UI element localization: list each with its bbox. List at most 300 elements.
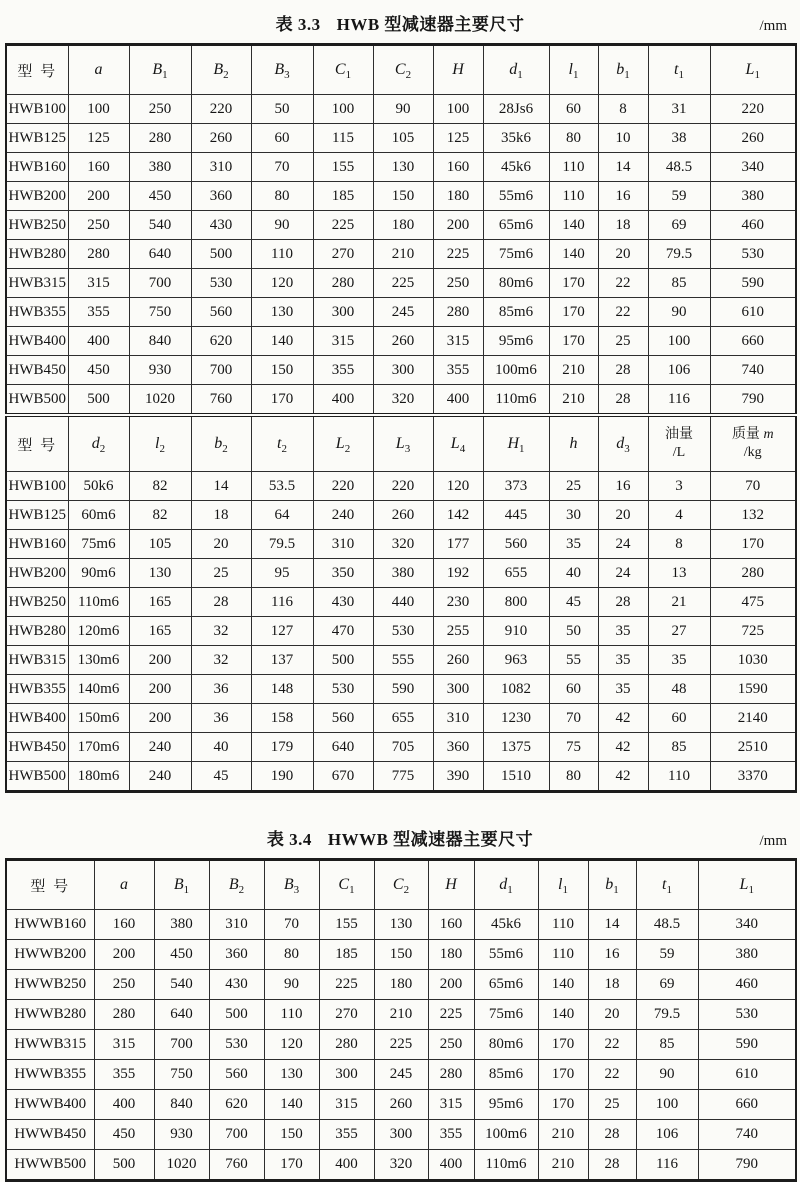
table-row <box>6 1060 796 1090</box>
value-cell: 18 <box>588 970 636 1000</box>
value-cell: 45 <box>549 588 598 617</box>
value-cell: 24 <box>598 559 648 588</box>
header-C1: $C_1$ <box>319 860 374 910</box>
value-cell: 260 <box>433 646 483 675</box>
value-cell: 700 <box>209 1120 264 1150</box>
value-cell: 760 <box>209 1150 264 1181</box>
value-cell: 180 <box>428 940 474 970</box>
value-cell: 100 <box>636 1090 698 1120</box>
value-cell: 350 <box>313 559 373 588</box>
value-cell: 963 <box>483 646 549 675</box>
value-cell: 165 <box>129 588 191 617</box>
value-cell: 260 <box>374 1090 428 1120</box>
value-cell: 640 <box>129 240 191 269</box>
value-cell: 500 <box>209 1000 264 1030</box>
value-cell: 70 <box>710 472 796 501</box>
table-row <box>6 95 796 124</box>
header-d2: $d_2$ <box>68 415 129 472</box>
value-cell: 90 <box>251 211 313 240</box>
value-cell: 106 <box>648 356 710 385</box>
value-cell: 660 <box>698 1090 796 1120</box>
model-cell: HWB315 <box>6 646 68 675</box>
value-cell: 40 <box>191 733 251 762</box>
value-cell: 142 <box>433 501 483 530</box>
header-b2: $b_2$ <box>191 415 251 472</box>
value-cell: 59 <box>648 182 710 211</box>
header-H: H <box>433 45 483 95</box>
value-cell: 35 <box>598 617 648 646</box>
value-cell: 1590 <box>710 675 796 704</box>
model-cell: HWWB250 <box>6 970 94 1000</box>
value-cell: 220 <box>710 95 796 124</box>
model-cell: HWB315 <box>6 269 68 298</box>
table-row <box>6 1120 796 1150</box>
value-cell: 315 <box>94 1030 154 1060</box>
value-cell: 725 <box>710 617 796 646</box>
value-cell: 640 <box>154 1000 209 1030</box>
value-cell: 95 <box>251 559 313 588</box>
value-cell: 36 <box>191 675 251 704</box>
value-cell: 170 <box>538 1030 588 1060</box>
model-cell: HWB160 <box>6 153 68 182</box>
value-cell: 225 <box>428 1000 474 1030</box>
value-cell: 250 <box>129 95 191 124</box>
value-cell: 28 <box>598 385 648 416</box>
header-C2: $C_2$ <box>374 860 428 910</box>
value-cell: 910 <box>483 617 549 646</box>
value-cell: 1020 <box>129 385 191 416</box>
value-cell: 220 <box>373 472 433 501</box>
value-cell: 50 <box>549 617 598 646</box>
value-cell: 790 <box>698 1150 796 1181</box>
value-cell: 750 <box>154 1060 209 1090</box>
value-cell: 170 <box>549 298 598 327</box>
value-cell: 100 <box>648 327 710 356</box>
value-cell: 380 <box>154 910 209 940</box>
value-cell: 150 <box>264 1120 319 1150</box>
value-cell: 45 <box>191 762 251 792</box>
value-cell: 90m6 <box>68 559 129 588</box>
value-cell: 450 <box>129 182 191 211</box>
table-row <box>6 356 796 385</box>
value-cell: 10 <box>598 124 648 153</box>
value-cell: 790 <box>710 385 796 416</box>
value-cell: 700 <box>191 356 251 385</box>
value-cell: 140 <box>549 211 598 240</box>
value-cell: 40 <box>549 559 598 588</box>
model-cell: HWB100 <box>6 472 68 501</box>
value-cell: 760 <box>191 385 251 416</box>
unit-label: /mm <box>759 18 787 34</box>
model-cell: HWWB315 <box>6 1030 94 1060</box>
value-cell: 540 <box>154 970 209 1000</box>
header-L3: $L_3$ <box>373 415 433 472</box>
value-cell: 260 <box>191 124 251 153</box>
value-cell: 450 <box>68 356 129 385</box>
table-row <box>6 762 796 792</box>
value-cell: 315 <box>433 327 483 356</box>
value-cell: 560 <box>313 704 373 733</box>
value-cell: 340 <box>698 910 796 940</box>
value-cell: 165 <box>129 617 191 646</box>
value-cell: 35 <box>598 646 648 675</box>
header-L4: $L_4$ <box>433 415 483 472</box>
value-cell: 45k6 <box>474 910 538 940</box>
table-row <box>6 124 796 153</box>
value-cell: 3 <box>648 472 710 501</box>
value-cell: 20 <box>191 530 251 559</box>
value-cell: 170m6 <box>68 733 129 762</box>
value-cell: 22 <box>588 1060 636 1090</box>
value-cell: 150m6 <box>68 704 129 733</box>
value-cell: 75 <box>549 733 598 762</box>
model-cell: HWB280 <box>6 240 68 269</box>
value-cell: 85 <box>636 1030 698 1060</box>
unit-label: /mm <box>759 833 787 849</box>
caption-number: 表 3.3 <box>275 15 321 34</box>
value-cell: 110 <box>549 153 598 182</box>
table-3-3-caption <box>5 0 795 43</box>
value-cell: 225 <box>373 269 433 298</box>
header-B3: $B_3$ <box>251 45 313 95</box>
value-cell: 250 <box>428 1030 474 1060</box>
value-cell: 210 <box>549 385 598 416</box>
model-cell: HWB400 <box>6 327 68 356</box>
value-cell: 270 <box>319 1000 374 1030</box>
value-cell: 140 <box>264 1090 319 1120</box>
value-cell: 48.5 <box>648 153 710 182</box>
value-cell: 155 <box>313 153 373 182</box>
value-cell: 2510 <box>710 733 796 762</box>
value-cell: 300 <box>373 356 433 385</box>
value-cell: 180m6 <box>68 762 129 792</box>
value-cell: 170 <box>538 1060 588 1090</box>
value-cell: 530 <box>373 617 433 646</box>
table-row <box>6 588 796 617</box>
value-cell: 500 <box>68 385 129 416</box>
header-section-1 <box>6 45 796 95</box>
table-row <box>6 153 796 182</box>
value-cell: 555 <box>373 646 433 675</box>
table-row <box>6 940 796 970</box>
value-cell: 82 <box>129 472 191 501</box>
value-cell: 80 <box>264 940 319 970</box>
value-cell: 55 <box>549 646 598 675</box>
value-cell: 775 <box>373 762 433 792</box>
header-b1: $b_1$ <box>588 860 636 910</box>
value-cell: 300 <box>313 298 373 327</box>
header-section-2 <box>6 415 796 472</box>
value-cell: 3370 <box>710 762 796 792</box>
value-cell: 105 <box>129 530 191 559</box>
header-H: H <box>428 860 474 910</box>
caption-title: HWWB 型减速器主要尺寸 <box>327 830 534 849</box>
value-cell: 130 <box>251 298 313 327</box>
value-cell: 14 <box>588 910 636 940</box>
value-cell: 500 <box>191 240 251 269</box>
value-cell: 32 <box>191 646 251 675</box>
value-cell: 470 <box>313 617 373 646</box>
model-cell: HWB450 <box>6 733 68 762</box>
model-cell: HWB500 <box>6 762 68 792</box>
value-cell: 1030 <box>710 646 796 675</box>
value-cell: 80m6 <box>483 269 549 298</box>
header-l1: $l_1$ <box>549 45 598 95</box>
value-cell: 220 <box>191 95 251 124</box>
value-cell: 35 <box>648 646 710 675</box>
value-cell: 160 <box>428 910 474 940</box>
value-cell: 170 <box>264 1150 319 1181</box>
value-cell: 200 <box>129 646 191 675</box>
hwb-table-section-1 <box>6 95 796 416</box>
value-cell: 110m6 <box>68 588 129 617</box>
value-cell: 705 <box>373 733 433 762</box>
value-cell: 170 <box>549 269 598 298</box>
value-cell: 85m6 <box>483 298 549 327</box>
value-cell: 250 <box>68 211 129 240</box>
value-cell: 240 <box>313 501 373 530</box>
value-cell: 20 <box>598 501 648 530</box>
table-row <box>6 530 796 559</box>
value-cell: 90 <box>636 1060 698 1090</box>
value-cell: 30 <box>549 501 598 530</box>
value-cell: 106 <box>636 1120 698 1150</box>
value-cell: 148 <box>251 675 313 704</box>
value-cell: 430 <box>191 211 251 240</box>
value-cell: 530 <box>209 1030 264 1060</box>
header-l1: $l_1$ <box>538 860 588 910</box>
value-cell: 245 <box>373 298 433 327</box>
value-cell: 225 <box>374 1030 428 1060</box>
value-cell: 18 <box>598 211 648 240</box>
value-cell: 25 <box>191 559 251 588</box>
value-cell: 225 <box>319 970 374 1000</box>
value-cell: 80 <box>251 182 313 211</box>
value-cell: 130 <box>374 910 428 940</box>
value-cell: 80 <box>549 762 598 792</box>
value-cell: 36 <box>191 704 251 733</box>
value-cell: 60 <box>549 95 598 124</box>
value-cell: 373 <box>483 472 549 501</box>
value-cell: 1510 <box>483 762 549 792</box>
value-cell: 355 <box>319 1120 374 1150</box>
value-cell: 320 <box>374 1150 428 1181</box>
value-cell: 530 <box>313 675 373 704</box>
value-cell: 185 <box>319 940 374 970</box>
value-cell: 445 <box>483 501 549 530</box>
value-cell: 430 <box>209 970 264 1000</box>
header-C1: $C_1$ <box>313 45 373 95</box>
value-cell: 225 <box>313 211 373 240</box>
header-h: h <box>549 415 598 472</box>
value-cell: 35 <box>598 675 648 704</box>
model-cell: HWB280 <box>6 617 68 646</box>
header-C2: $C_2$ <box>373 45 433 95</box>
value-cell: 59 <box>636 940 698 970</box>
value-cell: 315 <box>319 1090 374 1120</box>
value-cell: 79.5 <box>251 530 313 559</box>
value-cell: 55m6 <box>483 182 549 211</box>
model-cell: HWWB280 <box>6 1000 94 1030</box>
value-cell: 360 <box>433 733 483 762</box>
value-cell: 69 <box>648 211 710 240</box>
value-cell: 670 <box>313 762 373 792</box>
value-cell: 315 <box>313 327 373 356</box>
header-model: 型 号 <box>6 45 68 95</box>
model-cell: HWWB160 <box>6 910 94 940</box>
value-cell: 355 <box>94 1060 154 1090</box>
value-cell: 280 <box>94 1000 154 1030</box>
value-cell: 50k6 <box>68 472 129 501</box>
value-cell: 590 <box>698 1030 796 1060</box>
value-cell: 800 <box>483 588 549 617</box>
value-cell: 13 <box>648 559 710 588</box>
value-cell: 700 <box>129 269 191 298</box>
value-cell: 127 <box>251 617 313 646</box>
value-cell: 390 <box>433 762 483 792</box>
value-cell: 110m6 <box>483 385 549 416</box>
value-cell: 310 <box>191 153 251 182</box>
table-3-4-caption <box>5 793 795 858</box>
value-cell: 116 <box>648 385 710 416</box>
value-cell: 100 <box>313 95 373 124</box>
hwb-table-section-2 <box>6 472 796 792</box>
table-row <box>6 646 796 675</box>
table-row <box>6 1090 796 1120</box>
value-cell: 450 <box>154 940 209 970</box>
value-cell: 60m6 <box>68 501 129 530</box>
header-B2: $B_2$ <box>209 860 264 910</box>
value-cell: 90 <box>264 970 319 1000</box>
model-cell: HWB355 <box>6 675 68 704</box>
value-cell: 132 <box>710 501 796 530</box>
value-cell: 75m6 <box>483 240 549 269</box>
table-row <box>6 675 796 704</box>
value-cell: 590 <box>710 269 796 298</box>
value-cell: 140m6 <box>68 675 129 704</box>
value-cell: 75m6 <box>474 1000 538 1030</box>
value-cell: 4 <box>648 501 710 530</box>
value-cell: 1082 <box>483 675 549 704</box>
value-cell: 750 <box>129 298 191 327</box>
value-cell: 28Js6 <box>483 95 549 124</box>
value-cell: 2140 <box>710 704 796 733</box>
header-d3: $d_3$ <box>598 415 648 472</box>
value-cell: 80m6 <box>474 1030 538 1060</box>
value-cell: 79.5 <box>636 1000 698 1030</box>
value-cell: 460 <box>698 970 796 1000</box>
header-B1: $B_1$ <box>129 45 191 95</box>
value-cell: 360 <box>191 182 251 211</box>
value-cell: 90 <box>648 298 710 327</box>
value-cell: 655 <box>373 704 433 733</box>
value-cell: 315 <box>68 269 129 298</box>
value-cell: 530 <box>698 1000 796 1030</box>
value-cell: 1375 <box>483 733 549 762</box>
value-cell: 250 <box>94 970 154 1000</box>
value-cell: 610 <box>710 298 796 327</box>
value-cell: 640 <box>313 733 373 762</box>
table-row <box>6 1000 796 1030</box>
value-cell: 380 <box>710 182 796 211</box>
value-cell: 530 <box>191 269 251 298</box>
table-row <box>6 327 796 356</box>
value-cell: 590 <box>373 675 433 704</box>
value-cell: 150 <box>251 356 313 385</box>
value-cell: 255 <box>433 617 483 646</box>
model-cell: HWB500 <box>6 385 68 416</box>
header-B2: $B_2$ <box>191 45 251 95</box>
value-cell: 110m6 <box>474 1150 538 1181</box>
model-cell: HWWB400 <box>6 1090 94 1120</box>
header-L1: $L_1$ <box>698 860 796 910</box>
value-cell: 110 <box>264 1000 319 1030</box>
model-cell: HWB100 <box>6 95 68 124</box>
value-cell: 24 <box>598 530 648 559</box>
value-cell: 320 <box>373 385 433 416</box>
value-cell: 42 <box>598 704 648 733</box>
value-cell: 660 <box>710 327 796 356</box>
value-cell: 280 <box>313 269 373 298</box>
value-cell: 200 <box>433 211 483 240</box>
value-cell: 42 <box>598 762 648 792</box>
value-cell: 210 <box>373 240 433 269</box>
value-cell: 16 <box>598 472 648 501</box>
value-cell: 380 <box>698 940 796 970</box>
header-row <box>6 45 796 95</box>
value-cell: 740 <box>710 356 796 385</box>
value-cell: 35 <box>549 530 598 559</box>
value-cell: 53.5 <box>251 472 313 501</box>
header-oil-volume: 油量 /L <box>648 415 710 472</box>
model-cell: HWWB200 <box>6 940 94 970</box>
value-cell: 140 <box>549 240 598 269</box>
value-cell: 85 <box>648 269 710 298</box>
table-row <box>6 970 796 1000</box>
value-cell: 560 <box>191 298 251 327</box>
value-cell: 170 <box>251 385 313 416</box>
value-cell: 740 <box>698 1120 796 1150</box>
value-cell: 14 <box>191 472 251 501</box>
value-cell: 60 <box>648 704 710 733</box>
value-cell: 60 <box>251 124 313 153</box>
value-cell: 380 <box>373 559 433 588</box>
value-cell: 560 <box>209 1060 264 1090</box>
value-cell: 610 <box>698 1060 796 1090</box>
hwb-dimensions-table <box>5 43 797 793</box>
value-cell: 130m6 <box>68 646 129 675</box>
header-l2: $l_2$ <box>129 415 191 472</box>
value-cell: 158 <box>251 704 313 733</box>
model-cell: HWB200 <box>6 559 68 588</box>
model-cell: HWWB500 <box>6 1150 94 1181</box>
value-cell: 245 <box>374 1060 428 1090</box>
header-L2: $L_2$ <box>313 415 373 472</box>
table-row <box>6 298 796 327</box>
value-cell: 400 <box>319 1150 374 1181</box>
header-model: 型 号 <box>6 860 94 910</box>
value-cell: 160 <box>68 153 129 182</box>
header-t2: $t_2$ <box>251 415 313 472</box>
value-cell: 210 <box>549 356 598 385</box>
value-cell: 100m6 <box>474 1120 538 1150</box>
value-cell: 260 <box>373 327 433 356</box>
header-d1: $d_1$ <box>474 860 538 910</box>
value-cell: 300 <box>374 1120 428 1150</box>
value-cell: 355 <box>433 356 483 385</box>
value-cell: 180 <box>433 182 483 211</box>
value-cell: 1230 <box>483 704 549 733</box>
